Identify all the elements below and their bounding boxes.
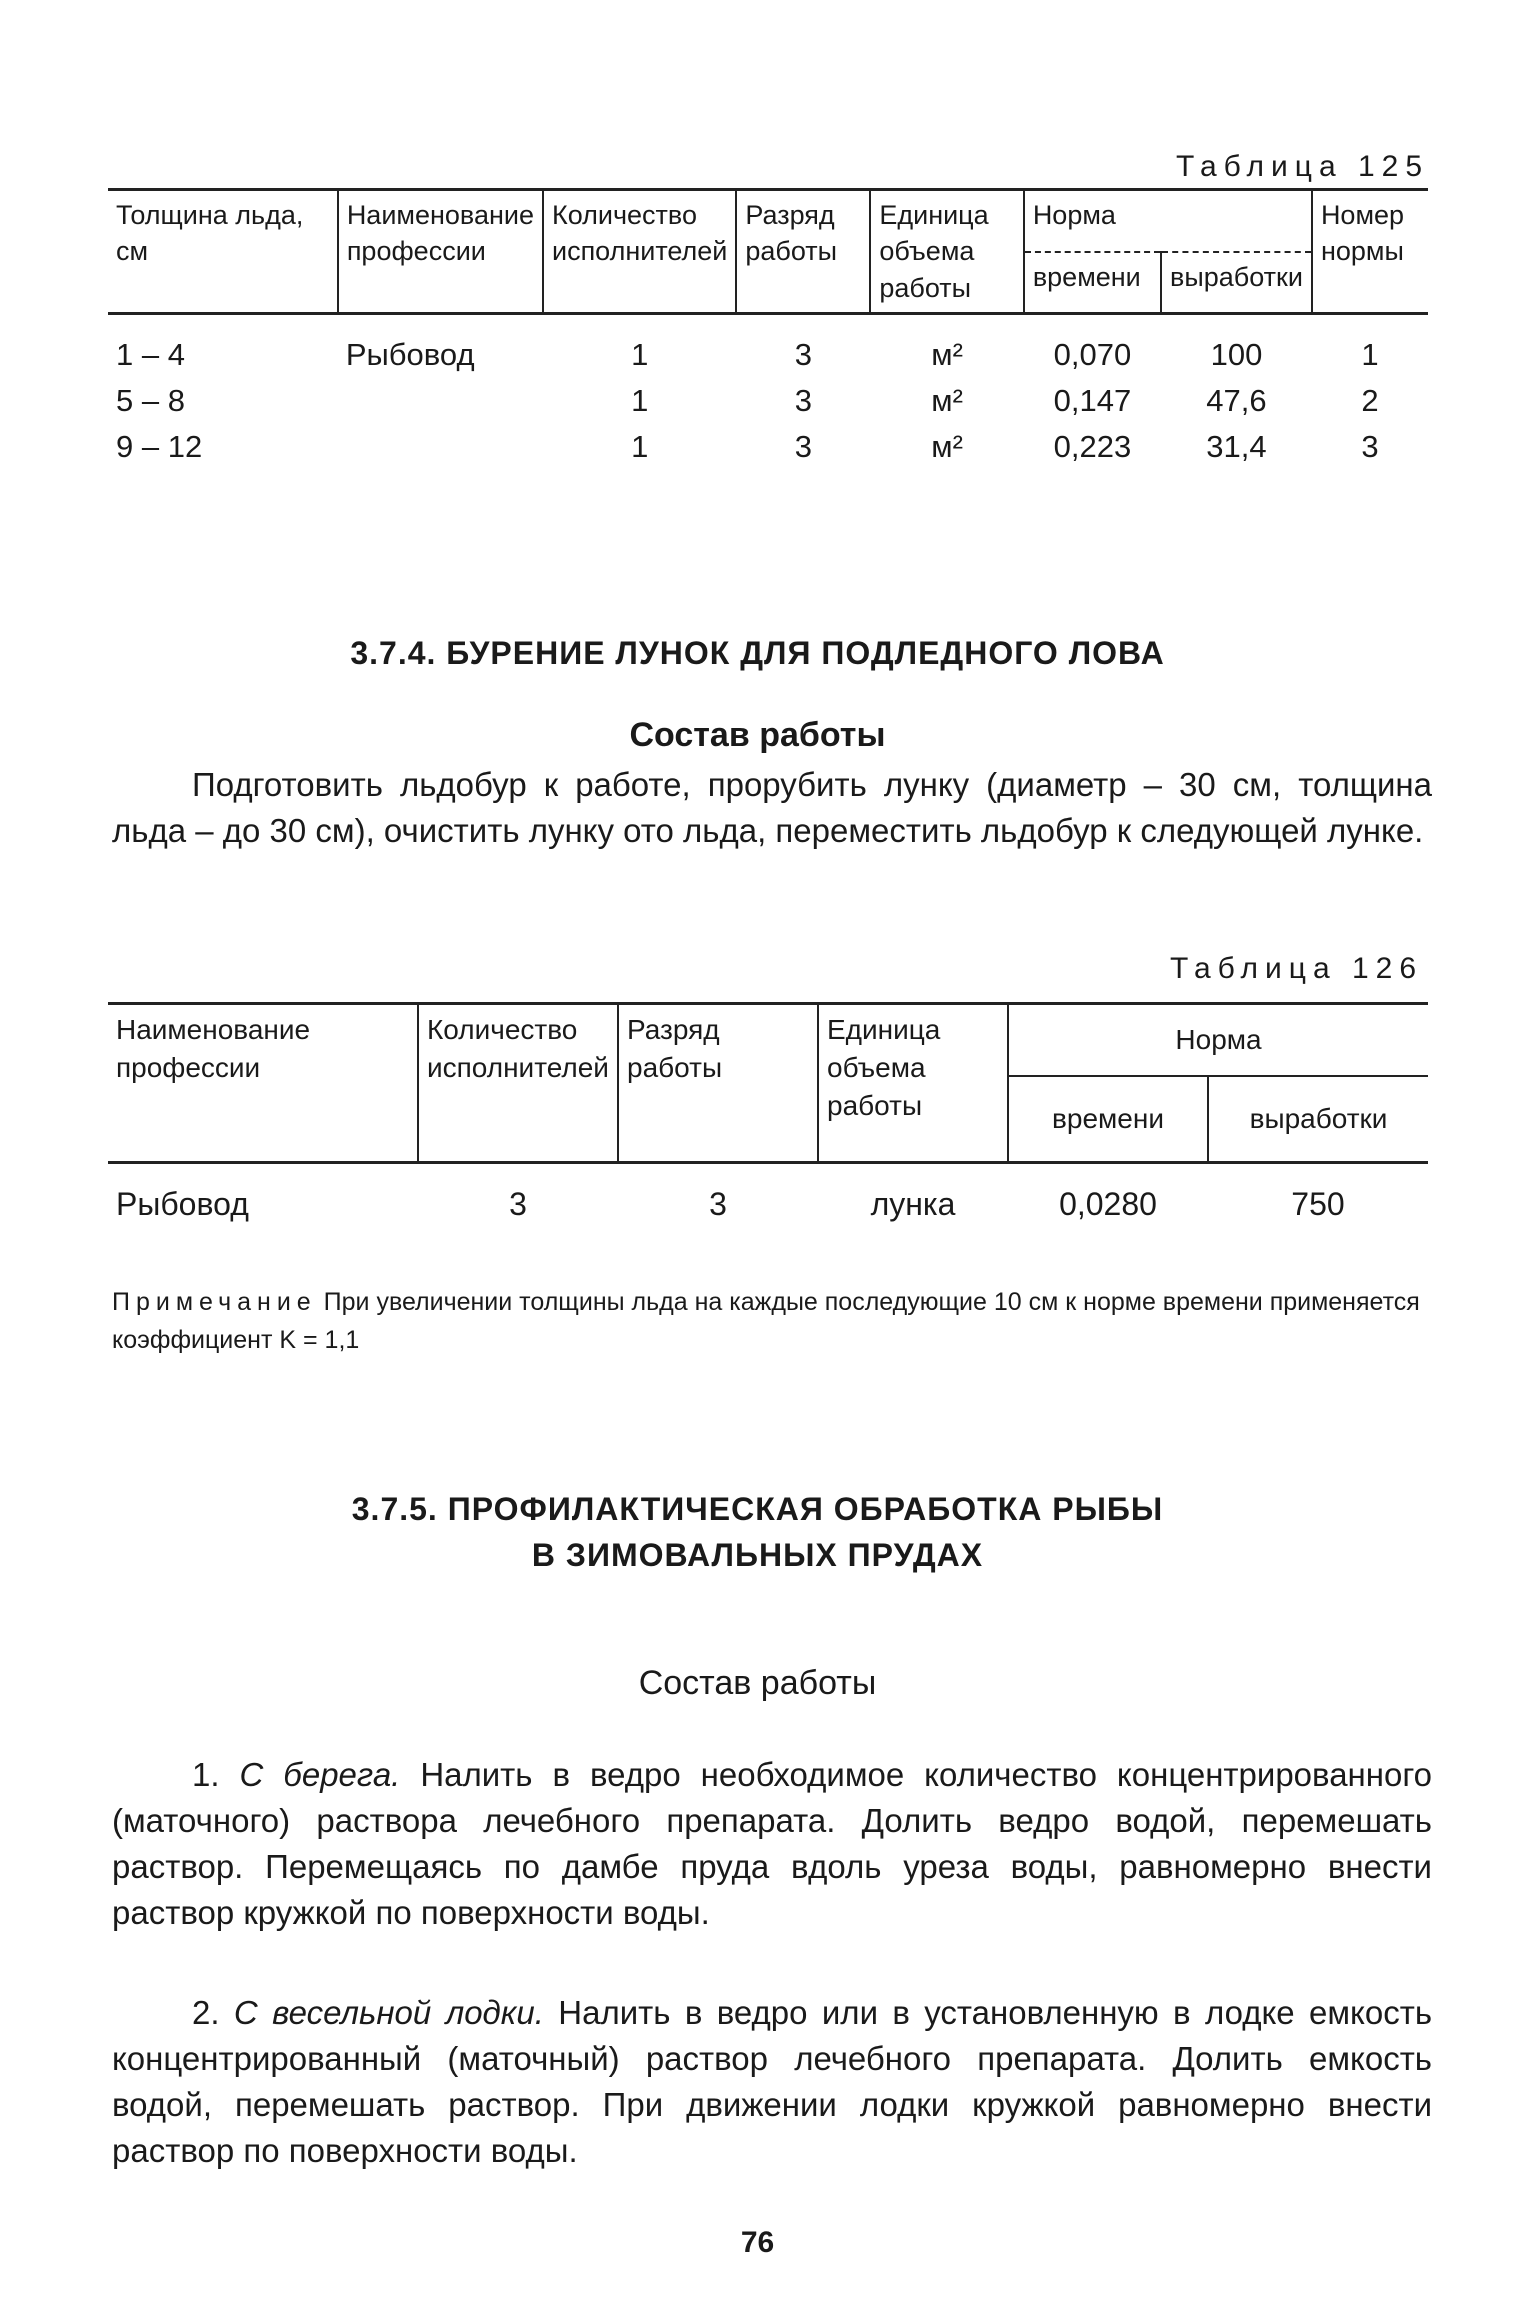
cell-number: 3	[1361, 429, 1379, 465]
cell-time: 0,147	[1053, 383, 1132, 419]
section-374-title: 3.7.4. БУРЕНИЕ ЛУНОК ДЛЯ ПОДЛЕДНОГО ЛОВА	[350, 635, 1165, 671]
cell-profession: Рыбовод	[116, 1186, 249, 1222]
cell-output: 31,4	[1206, 429, 1267, 465]
section-375-item-1	[112, 1752, 1432, 1935]
table-125	[108, 188, 1428, 470]
cell-profession	[338, 378, 543, 424]
cell-time: 0,0280	[1059, 1186, 1157, 1222]
cell-profession	[338, 424, 543, 470]
cell-to: 12	[167, 429, 203, 465]
cell-from: 9	[116, 429, 134, 465]
section-375-item-2	[112, 1990, 1432, 2173]
cell-unit: м²	[931, 337, 963, 373]
item-1-number: 1.	[192, 1756, 220, 1793]
table-row: 1 – 4 Рыбовод 1 3 м² 0,070 100 1	[108, 314, 1428, 379]
note-label: Примечание	[112, 1288, 317, 1316]
cell-output: 47,6	[1206, 383, 1267, 419]
table-126-note	[112, 1284, 1432, 1359]
cell-grade: 3	[794, 383, 812, 419]
cell-from: 1	[116, 337, 134, 373]
cell-grade: 3	[709, 1186, 727, 1222]
cell-to: 8	[167, 383, 185, 419]
header-time: времени	[1008, 1076, 1208, 1163]
cell-time: 0,223	[1053, 429, 1132, 465]
cell-profession: Рыбовод	[345, 337, 475, 373]
header-number: Номер нормы	[1312, 190, 1428, 314]
section-375-subtitle: Состав работы	[638, 1664, 877, 1702]
section-374-text: Подготовить льдобур к работе, прорубить лунку (диаметр – 30 см, толщина льда – до 30 см), очистить лунку ото льда, переместить льдобур к следующей лунке.	[112, 766, 1432, 849]
table-row	[108, 1163, 1428, 1227]
header-norm: Норма	[1008, 1004, 1428, 1077]
item-2-number: 2.	[192, 1994, 220, 2031]
cell-unit: м²	[931, 383, 963, 419]
item-2-title: С весельной лодки.	[233, 1994, 544, 2031]
header-profession: Наименование профессии	[108, 1004, 418, 1163]
note-text: При увеличении толщины льда на каждые последующие 10 см к норме времени применяется коэффициент K = 1,1	[112, 1288, 1420, 1354]
cell-unit: лунка	[870, 1186, 956, 1222]
item-1-title: С берега.	[239, 1756, 401, 1793]
cell-count: 3	[509, 1186, 527, 1222]
cell-from: 5	[116, 383, 134, 419]
item-1-text: Налить в ведро необходимое количество концентрированного (маточного) раствора лечебного препарата. Долить ведро водой, перемешать раствор. Перемещаясь по дамбе пруда вдоль уреза воды, равномерно внести раствор кружкой по поверхности воды.	[112, 1756, 1433, 1931]
header-profession: Наименование профессии	[338, 190, 543, 314]
cell-count: 1	[631, 337, 649, 373]
header-grade: Разряд работы	[736, 190, 870, 314]
header-norm: Норма	[1024, 190, 1312, 252]
cell-output: 750	[1291, 1186, 1345, 1222]
cell-grade: 3	[794, 429, 812, 465]
cell-unit: м²	[931, 429, 963, 465]
table-row: 9 – 12 1 3 м² 0,223 31,4 3	[108, 424, 1428, 470]
header-time: времени	[1024, 252, 1161, 314]
header-unit: Единица объема работы	[870, 190, 1023, 314]
table-126-caption: Таблица 126	[1170, 952, 1424, 985]
cell-number: 2	[1361, 383, 1379, 419]
header-output: выработки	[1208, 1076, 1428, 1163]
header-count: Количество исполнителей	[543, 190, 736, 314]
cell-time: 0,070	[1053, 337, 1132, 373]
item-2-text: Налить в ведро или в установленную в лодке емкость концентрированный (маточный) раствор лечебного препарата. Долить емкость водой, перемешать раствор. При движении лодки кружкой равномерно внести раствор по поверхности воды.	[112, 1994, 1433, 2169]
header-count: Количество исполнителей	[418, 1004, 618, 1163]
table-row: 5 – 8 1 3 м² 0,147 47,6 2	[108, 378, 1428, 424]
header-unit: Единица объема работы	[818, 1004, 1008, 1163]
header-thickness: Толщина льда, см	[108, 190, 338, 314]
page-number: 76	[740, 2226, 775, 2259]
section-375-title-line1: 3.7.5. ПРОФИЛАКТИЧЕСКАЯ ОБРАБОТКА РЫБЫ	[351, 1491, 1164, 1527]
header-grade: Разряд работы	[618, 1004, 818, 1163]
section-375-title	[0, 1486, 1515, 1579]
cell-count: 1	[631, 429, 649, 465]
header-output: выработки	[1161, 252, 1312, 314]
cell-to: 4	[167, 337, 185, 373]
table-125-caption: Таблица 125	[1176, 150, 1430, 183]
cell-count: 1	[631, 383, 649, 419]
section-375-title-line2: В ЗИМОВАЛЬНЫХ ПРУДАХ	[531, 1537, 984, 1574]
cell-grade: 3	[794, 337, 812, 373]
cell-number: 1	[1361, 337, 1379, 373]
section-374-subtitle: Состав работы	[629, 716, 886, 754]
table-126	[108, 1002, 1428, 1226]
cell-output: 100	[1210, 337, 1263, 373]
